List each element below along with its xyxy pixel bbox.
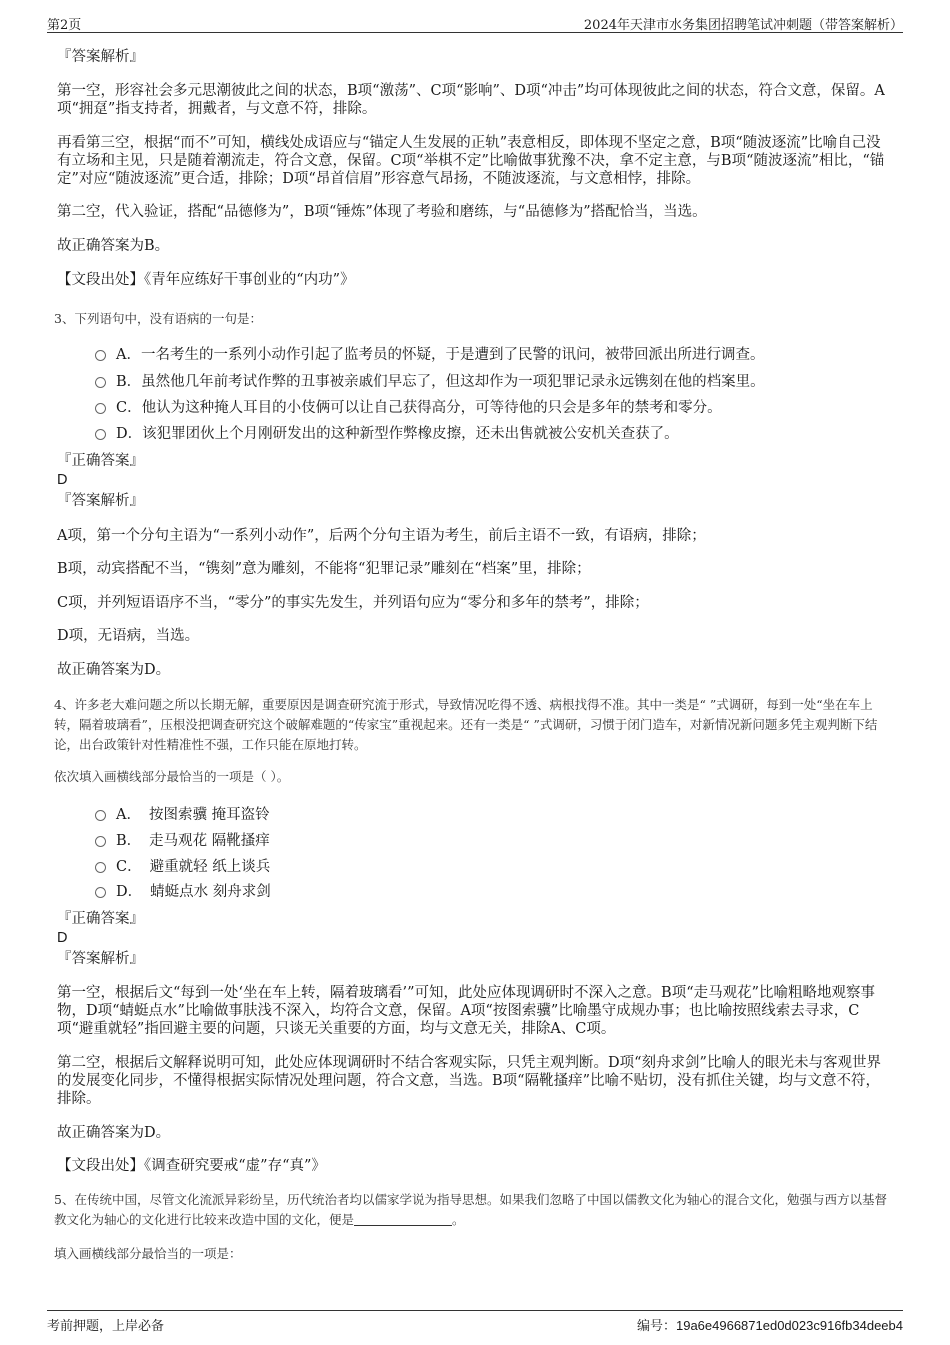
q3-option-d[interactable]: D．该犯罪团伙上个月刚研发出的这种新型作弊橡皮擦，还未出售就被公安机关查获了。 — [95, 425, 679, 443]
q4-source: 【文段出处】《调查研究要戒“虚”存“真”》 — [57, 1158, 326, 1174]
q3-option-b[interactable]: B．虽然他几年前考试作弊的丑事被亲戚们早忘了，但这却作为一项犯罪记录永远镌刻在他的档案里。 — [95, 373, 765, 391]
q3-conclusion: 故正确答案为D。 — [57, 662, 171, 678]
answer-blank — [354, 1213, 452, 1226]
q4-option-d[interactable]: D． 蜻蜓点水 刻舟求剑 — [95, 883, 271, 901]
page-number: 第2页 — [47, 18, 82, 33]
q2-analysis-paragraph-2: 再看第三空，根据“而不”可知，横线处成语应与“锚定人生发展的正轨”表意相反，即体现不坚定之意，B项“随波逐流”比喻自己没有立场和主见，只是随着潮流走，符合文意，保留。C项“举棋不定”比喻做事犹豫不决，拿不定主意，与B项“随波逐流”相比，“锚定”对应“随波逐流”更合适，排除；D项“昂首信眉”形容意气昂扬，不随波逐流，与文意相悖，排除。 — [57, 135, 885, 187]
q3-analysis-b: B项，动宾搭配不当，“镌刻”意为雕刻，不能将“犯罪记录”雕刻在“档案”里，排除； — [57, 561, 591, 577]
radio-icon[interactable] — [95, 429, 106, 440]
q4-question: 4、许多老大难问题之所以长期无解，重要原因是调查研究流于形式，导致情况吃得不透、病根找得不准。其中一类是“ ”式调研，每到一处“坐在车上转，隔着玻璃看”，压根没把调查研究这个破解难题的“传家宝”重视起来。还有一类是“ ”式调研，习惯于闭门造车，对新情况新问题多凭主观判断下结论，出台政策针对性精准性不强，工作只能在原地打转。 — [54, 697, 878, 752]
q3-analysis-a: A项，第一个分句主语为“一系列小动作”，后两个分句主语为考生，前后主语不一致，有语病，排除； — [57, 528, 706, 544]
q3-analysis-title: 『答案解析』 — [57, 493, 144, 509]
q4-correct-title: 『正确答案』 — [57, 911, 144, 927]
radio-icon[interactable] — [95, 887, 106, 898]
q2-source: 【文段出处】《青年应练好干事创业的“内功”》 — [57, 272, 355, 288]
q4-conclusion: 故正确答案为D。 — [57, 1125, 171, 1141]
page-footer — [47, 1310, 903, 1333]
q3-option-c[interactable]: C．他认为这种掩人耳目的小伎俩可以让自己获得高分，可等待他的只会是多年的禁考和零分。 — [95, 399, 722, 417]
q5-prompt: 填入画横线部分最恰当的一项是： — [54, 1246, 242, 1261]
q2-analysis-paragraph-1: 第一空，形容社会多元思潮彼此之间的状态，B项“激荡”、C项“影响”、D项“冲击”均可体现彼此之间的状态，符合文意，保留。A项“拥趸”指支持者，拥戴者，与文意不符，排除。 — [57, 83, 885, 117]
q4-analysis-paragraph-1: 第一空，根据后文“每到一处‘坐在车上转，隔着玻璃看’”可知，此处应体现调研时不深入之意。B项“走马观花”比喻粗略地观察事物，D项“蜻蜓点水”比喻做事肤浅不深入，均符合文意，保留。A项“按图索骥”比喻墨守成规办事；也比喻按照线索去寻求，C项“避重就轻”指回避主要的问题，只谈无关重要的方面，均与文意无关，排除A、C项。 — [57, 985, 876, 1037]
page-header — [47, 12, 903, 33]
radio-icon[interactable] — [95, 377, 106, 388]
q4-option-a[interactable]: A． 按图索骥 掩耳盗铃 — [95, 806, 270, 824]
q2-analysis-paragraph-3: 第二空，代入验证，搭配“品德修为”，B项“锤炼”体现了考验和磨练，与“品德修为”搭配恰当，当选。 — [57, 204, 707, 220]
q3-correct-answer: D — [57, 472, 68, 488]
radio-icon[interactable] — [95, 862, 106, 873]
q3-analysis-d: D项，无语病，当选。 — [57, 628, 200, 644]
radio-icon[interactable] — [95, 836, 106, 847]
q3-option-a[interactable]: A．一名考生的一系列小动作引起了监考员的怀疑，于是遭到了民警的讯问，被带回派出所进行调查。 — [95, 346, 764, 364]
radio-icon[interactable] — [95, 810, 106, 821]
q3-analysis-c: C项，并列短语语序不当，“零分”的事实先发生，并列语句应为“零分和多年的禁考”，排除； — [57, 595, 649, 611]
q4-option-c[interactable]: C． 避重就轻 纸上谈兵 — [95, 858, 270, 876]
q3-question: 3、下列语句中，没有语病的一句是： — [54, 311, 262, 326]
q2-analysis-title: 『答案解析』 — [57, 49, 144, 65]
radio-icon[interactable] — [95, 403, 106, 414]
q5-question: 5、在传统中国，尽管文化流派异彩纷呈，历代统治者均以儒家学说为指导思想。如果我们忽略了中国以儒教文化为轴心的混合文化，勉强与西方以基督教文化为轴心的文化进行比较来改造中国的文化，便是 。 — [54, 1192, 887, 1227]
q3-correct-title: 『正确答案』 — [57, 453, 144, 469]
document-code: 编号：19a6e4966871ed0d023c916fb34deeb4 — [636, 1318, 903, 1334]
document-title: 2024年天津市水务集团招聘笔试冲刺题（带答案解析） — [583, 18, 903, 33]
q2-conclusion: 故正确答案为B。 — [57, 238, 170, 254]
q4-analysis-title: 『答案解析』 — [57, 951, 144, 967]
q4-prompt: 依次填入画横线部分最恰当的一项是（ ）。 — [54, 769, 290, 784]
q4-option-b[interactable]: B． 走马观花 隔靴搔痒 — [95, 832, 270, 850]
q4-analysis-paragraph-2: 第二空，根据后文解释说明可知，此处应体现调研时不结合客观实际，只凭主观判断。D项“刻舟求剑”比喻人的眼光未与客观世界的发展变化同步，不懂得根据实际情况处理问题，符合文意，当选。B项“隔靴搔痒”比喻不贴切，没有抓住关键，均与文意不符，排除。 — [57, 1055, 881, 1107]
footer-slogan: 考前押题，上岸必备 — [47, 1319, 165, 1334]
q4-correct-answer: D — [57, 930, 68, 946]
radio-icon[interactable] — [95, 350, 106, 361]
